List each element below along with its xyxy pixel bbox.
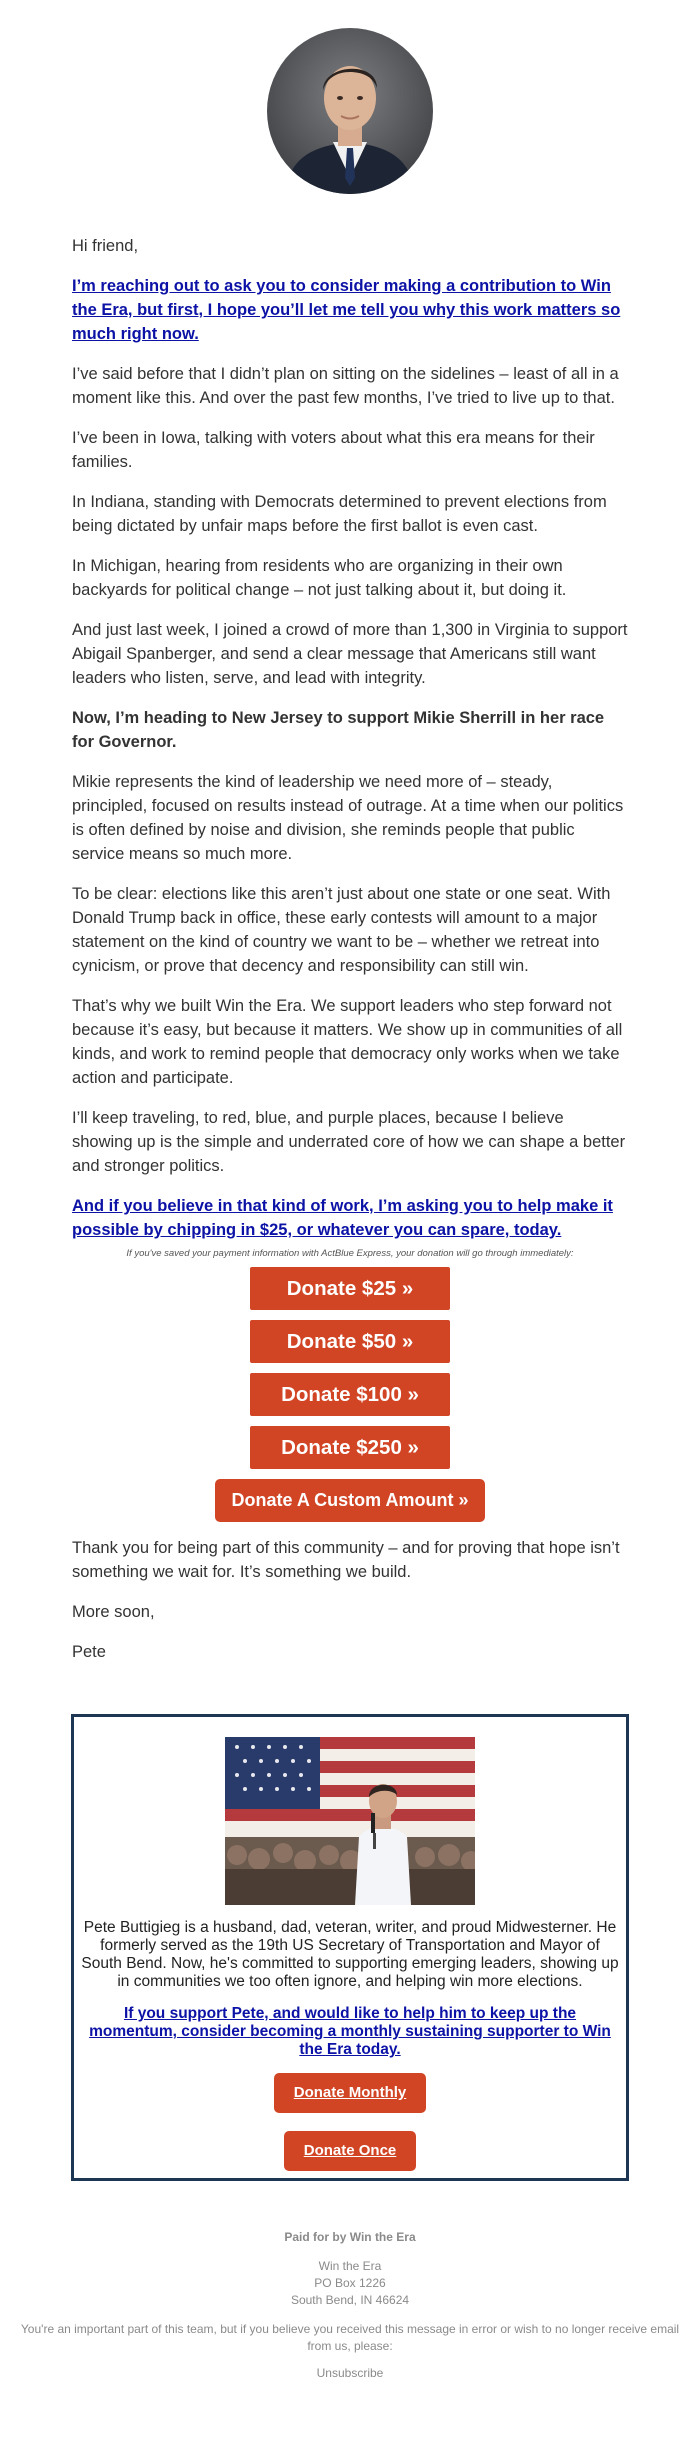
- donate-buttons: [0, 1267, 700, 1522]
- donate-once-button[interactable]: Donate Once: [284, 2131, 417, 2171]
- city-state-zip: South Bend, IN 46624: [290, 2293, 410, 2307]
- letter-body: [72, 234, 628, 1242]
- po-box: PO Box 1226: [314, 2276, 386, 2290]
- donate-100-button[interactable]: Donate $100 »: [250, 1373, 450, 1416]
- paragraph: That’s why we built Win the Era. We support leaders who step forward not because it’s easy, but because it matters. We show up in communities of all kinds, and work to remind people that democracy only works when we take action and participate.: [72, 997, 623, 1087]
- donate-monthly-button[interactable]: Donate Monthly: [274, 2073, 427, 2113]
- mailing-address: [0, 2258, 700, 2309]
- actblue-fineprint: If you've saved your payment information with ActBlue Express, your donation will go through immediately:: [126, 1248, 574, 1259]
- paragraph: Mikie represents the kind of leadership we need more of – steady, principled, focused on results instead of outrage. At a time when our politics is often defined by noise and division, she reminds people that public service means so much more.: [72, 773, 624, 863]
- campaign-photo: [225, 1737, 475, 1905]
- sustaining-link[interactable]: If you support Pete, and would like to help him to keep up the momentum, consider becoming a monthly sustaining supporter to Win the Era today.: [89, 2005, 611, 2058]
- signature: Pete: [72, 1643, 106, 1661]
- paragraph: To be clear: elections like this aren’t just about one state or one seat. With Donald Trump back in office, these early contests will amount to a major statement on the kind of country we want to be – whether we retreat into cynicism, or prove that decency and responsibility can still win.: [72, 885, 611, 975]
- bio-text: Pete Buttigieg is a husband, dad, veteran, writer, and proud Midwesterner. He formerly served as the 19th US Secretary of Transportation and Mayor of South Bend. Now, he's committed to supporting emerging leaders, showing up in communities we too often ignore, and helping win more elections.: [81, 1919, 619, 1990]
- closing-paragraph: Thank you for being part of this community – and for proving that hope isn’t something we wait for. It’s something we build.: [72, 1539, 620, 1581]
- avatar: [267, 28, 433, 194]
- portrait-photo: [267, 28, 433, 194]
- closing: [72, 1536, 628, 1664]
- paragraph: I’ll keep traveling, to red, blue, and purple places, because I believe showing up is the simple and underrated core of how we can shape a better and stronger politics.: [72, 1109, 626, 1175]
- paragraph: In Indiana, standing with Democrats determined to prevent elections from being dictated by unfair maps before the first ballot is even cast.: [72, 493, 607, 535]
- paragraph: I’ve been in Iowa, talking with voters about what this era means for their families.: [72, 429, 595, 471]
- ask-link[interactable]: And if you believe in that kind of work, I’m asking you to help make it possible by chipping in $25, or whatever you can spare, today.: [72, 1197, 613, 1239]
- paragraph: I’ve said before that I didn’t plan on sitting on the sidelines – least of all in a moment like this. And over the past few months, I’ve tried to live up to that.: [72, 365, 619, 407]
- unsubscribe-note: You're an important part of this team, but if you believe you received this message in error or wish to no longer receive email from us, please:: [20, 2322, 680, 2353]
- bio-box: [71, 1714, 629, 2181]
- bold-paragraph: Now, I’m heading to New Jersey to support Mikie Sherrill in her race for Governor.: [72, 709, 605, 751]
- lead-link[interactable]: I’m reaching out to ask you to consider making a contribution to Win the Era, but first, I hope you’ll let me tell you why this work matters so much right now.: [72, 277, 621, 343]
- donate-250-button[interactable]: Donate $250 »: [250, 1426, 450, 1469]
- donate-custom-button[interactable]: Donate A Custom Amount »: [215, 1479, 485, 1522]
- unsubscribe-link[interactable]: Unsubscribe: [316, 2366, 384, 2380]
- header: [0, 0, 700, 234]
- sign-off: More soon,: [72, 1603, 155, 1621]
- org-name: Win the Era: [318, 2259, 382, 2273]
- greeting: Hi friend,: [72, 237, 139, 255]
- footer: [0, 2229, 700, 2382]
- paid-for-disclaimer: Paid for by Win the Era: [284, 2230, 416, 2244]
- donate-25-button[interactable]: Donate $25 »: [250, 1267, 450, 1310]
- paragraph: And just last week, I joined a crowd of more than 1,300 in Virginia to support Abigail Spanberger, and send a clear message that Americans still want leaders who listen, serve, and lead with integrity.: [72, 621, 628, 687]
- donate-50-button[interactable]: Donate $50 »: [250, 1320, 450, 1363]
- paragraph: In Michigan, hearing from residents who are organizing in their own backyards for political change – not just talking about it, but doing it.: [72, 557, 567, 599]
